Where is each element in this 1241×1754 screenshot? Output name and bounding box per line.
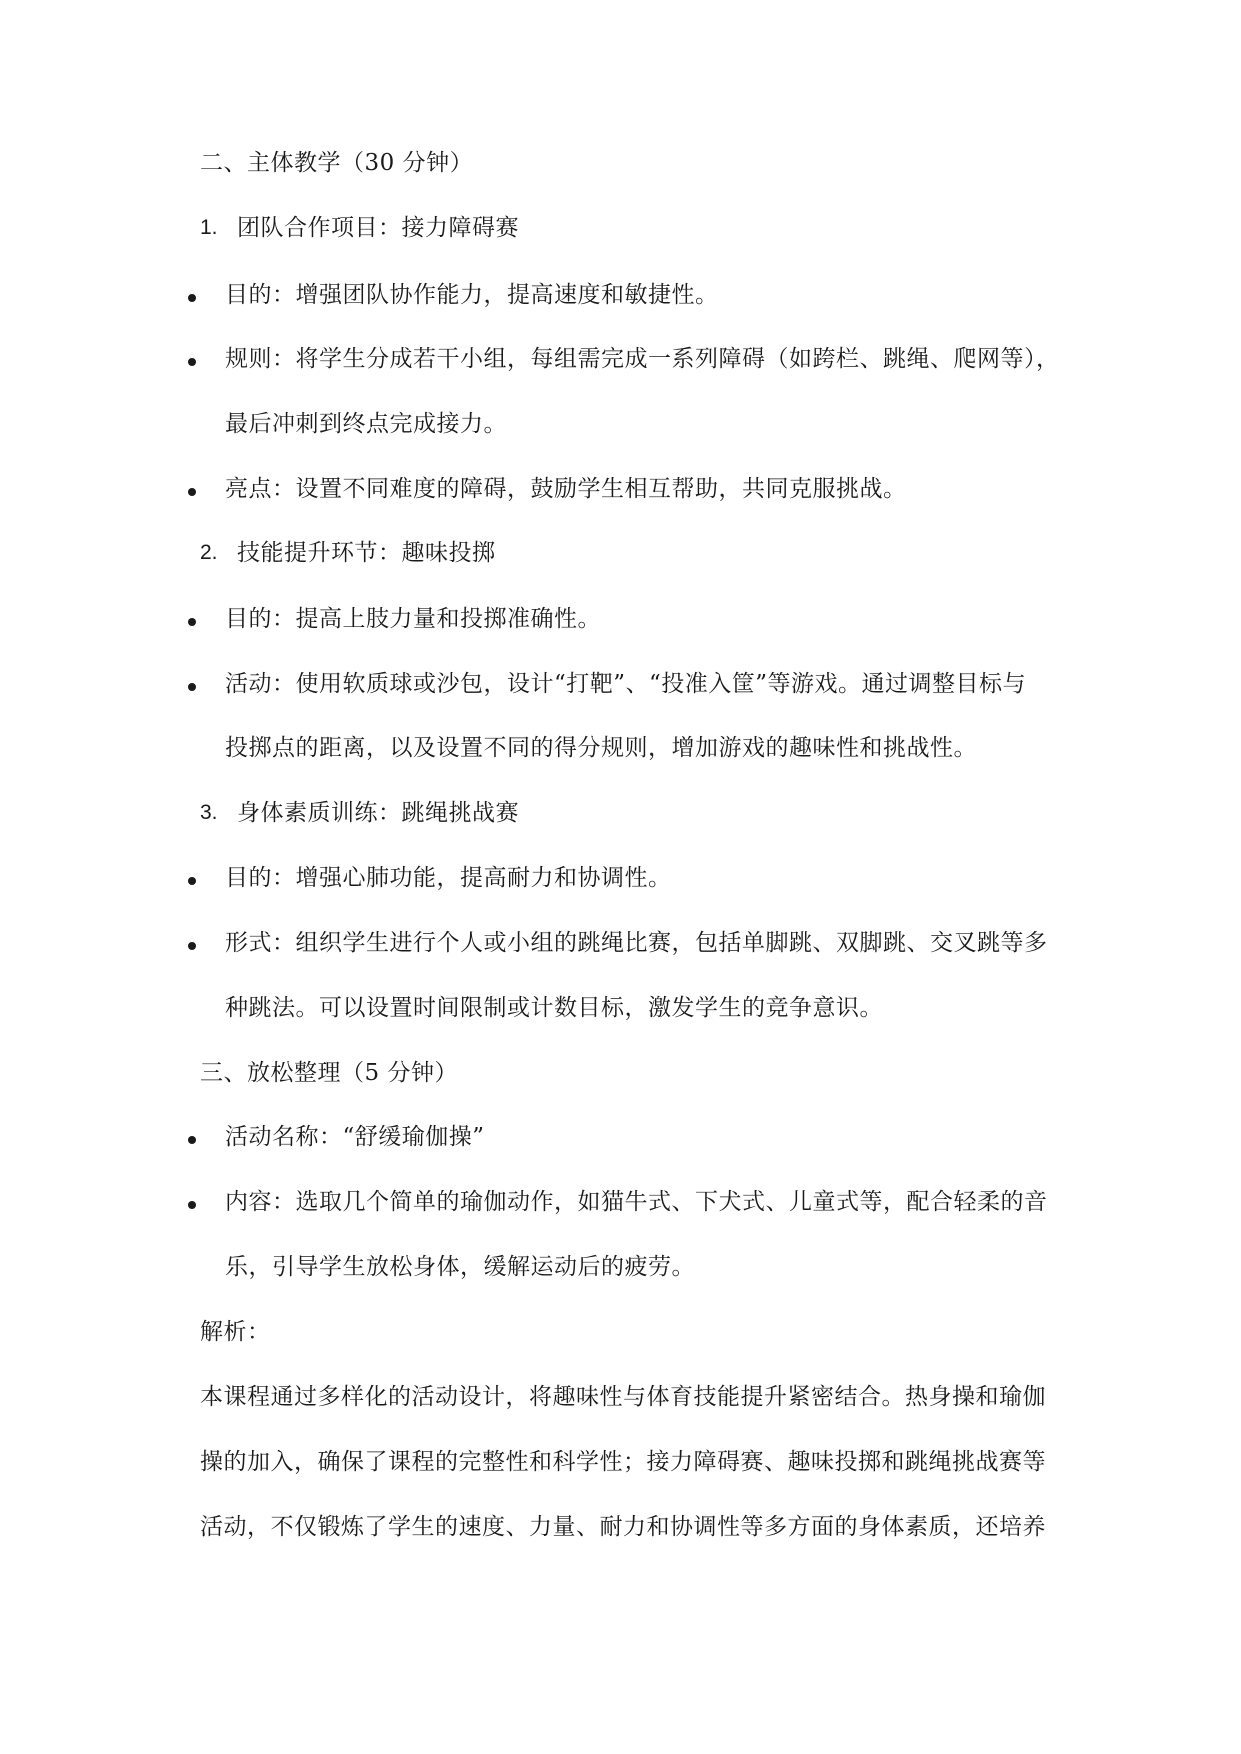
bullet-icon [188,1136,196,1144]
bullet-icon [188,877,196,885]
section-heading: 三、放松整理（5 分钟） [200,1060,458,1086]
list-item-title: 技能提升环节：趣味投掷 [237,540,496,566]
list-item: 目的：增强团队协作能力，提高速度和敏捷性。 [225,282,719,308]
analysis-paragraph-line: 操的加入，确保了课程的完整性和科学性；接力障碍赛、趣味投掷和跳绳挑战赛等 [200,1449,1046,1475]
list-item: 活动：使用软质球或沙包，设计“打靶”、“投准入筐”等游戏。通过调整目标与 [225,671,1027,697]
bullet-icon [188,942,196,950]
list-number: 2. [200,541,218,564]
list-item: 目的：增强心肺功能，提高耐力和协调性。 [225,865,672,891]
list-item: 内容：选取几个简单的瑜伽动作，如猫牛式、下犬式、儿童式等，配合轻柔的音 [225,1189,1048,1215]
bullet-icon [188,358,196,366]
bullet-icon [188,488,196,496]
analysis-paragraph-line: 本课程通过多样化的活动设计，将趣味性与体育技能提升紧密结合。热身操和瑜伽 [200,1384,1046,1410]
list-item-continuation: 种跳法。可以设置时间限制或计数目标，激发学生的竞争意识。 [225,995,883,1021]
list-item-continuation: 乐，引导学生放松身体，缓解运动后的疲劳。 [225,1254,695,1280]
list-item-continuation: 最后冲刺到终点完成接力。 [225,411,507,437]
list-item: 目的：提高上肢力量和投掷准确性。 [225,606,601,632]
list-item: 活动名称：“舒缓瑜伽操” [225,1124,485,1150]
bullet-icon [188,1201,196,1209]
bullet-icon [188,294,196,302]
analysis-heading: 解析： [200,1319,271,1345]
list-item-continuation: 投掷点的距离，以及设置不同的得分规则，增加游戏的趣味性和挑战性。 [225,735,977,761]
list-item-title: 身体素质训练：跳绳挑战赛 [237,800,519,826]
list-item: 规则：将学生分成若干小组，每组需完成一系列障碍（如跨栏、跳绳、爬网等）， [225,346,1060,372]
bullet-icon [188,618,196,626]
section-heading: 二、主体教学（30 分钟） [200,150,474,176]
list-number: 3. [200,801,218,824]
bullet-icon [188,683,196,691]
list-item-title: 团队合作项目：接力障碍赛 [237,215,519,241]
list-number: 1. [200,216,218,239]
analysis-paragraph-line: 活动，不仅锻炼了学生的速度、力量、耐力和协调性等多方面的身体素质，还培养 [200,1514,1046,1540]
list-item: 亮点：设置不同难度的障碍，鼓励学生相互帮助，共同克服挑战。 [225,476,907,502]
list-item: 形式：组织学生进行个人或小组的跳绳比赛，包括单脚跳、双脚跳、交叉跳等多 [225,930,1048,956]
